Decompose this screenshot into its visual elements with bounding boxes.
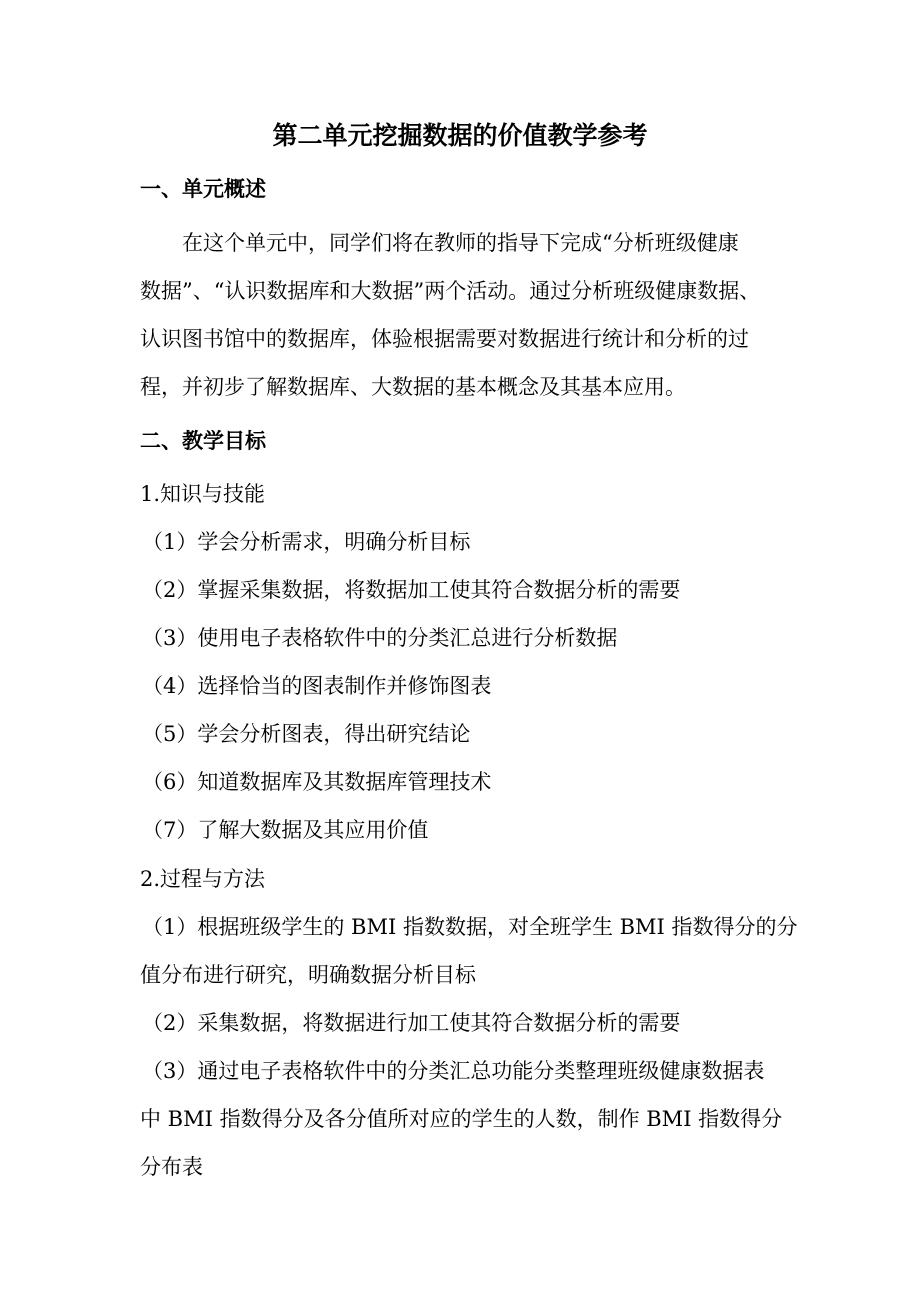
paragraph-line: 程，并初步了解数据库、大数据的基本概念及其基本应用。 bbox=[140, 375, 686, 399]
paragraph-line: （3）通过电子表格软件中的分类汇总功能分类整理班级健康数据表 bbox=[142, 1059, 765, 1083]
list-item: （1）学会分析需求，明确分析目标 bbox=[142, 530, 471, 554]
paragraph-line: 中 BMI 指数得分及各分值所对应的学生的人数，制作 BMI 指数得分 bbox=[140, 1107, 783, 1131]
paragraph-line: 认识图书馆中的数据库，体验根据需要对数据进行统计和分析的过 bbox=[140, 327, 749, 351]
paragraph-line: 在这个单元中，同学们将在教师的指导下完成“分析班级健康 bbox=[182, 231, 739, 255]
subsection-label-knowledge: 1.知识与技能 bbox=[140, 482, 266, 506]
document-title: 第二单元挖掘数据的价值教学参考 bbox=[272, 121, 648, 150]
list-item: （2）掌握采集数据，将数据加工使其符合数据分析的需要 bbox=[142, 578, 681, 602]
list-item: （5）学会分析图表，得出研究结论 bbox=[142, 722, 471, 746]
section-heading-objectives: 二、教学目标 bbox=[140, 429, 266, 453]
paragraph-line: 值分布进行研究，明确数据分析目标 bbox=[140, 963, 476, 987]
paragraph-line: 分布表 bbox=[140, 1155, 203, 1179]
list-item: （6）知道数据库及其数据库管理技术 bbox=[142, 770, 492, 794]
paragraph-line: （1）根据班级学生的 BMI 指数数据，对全班学生 BMI 指数得分的分 bbox=[142, 915, 798, 939]
list-item: （7）了解大数据及其应用价值 bbox=[142, 818, 429, 842]
subsection-label-process: 2.过程与方法 bbox=[140, 867, 266, 891]
list-item: （3）使用电子表格软件中的分类汇总进行分析数据 bbox=[142, 626, 618, 650]
paragraph-line: （2）采集数据，将数据进行加工使其符合数据分析的需要 bbox=[142, 1011, 681, 1035]
section-heading-overview: 一、单元概述 bbox=[140, 177, 266, 201]
list-item: （4）选择恰当的图表制作并修饰图表 bbox=[142, 674, 492, 698]
paragraph-line: 数据”、“认识数据库和大数据”两个活动。通过分析班级健康数据、 bbox=[140, 279, 761, 303]
